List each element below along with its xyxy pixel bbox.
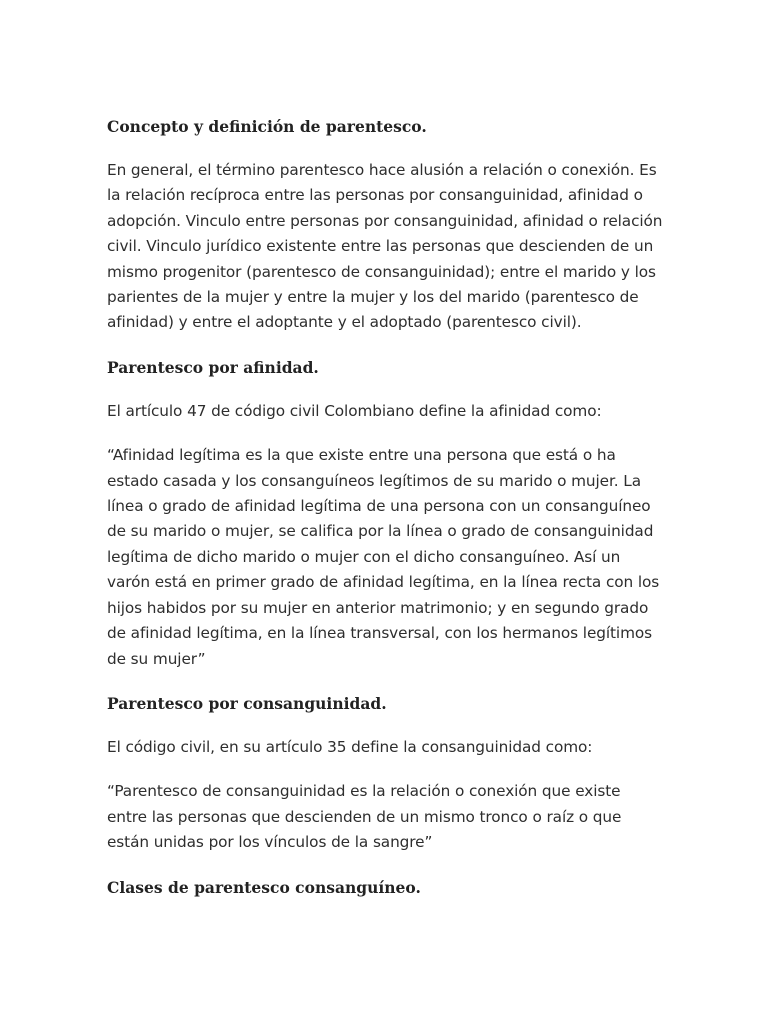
text-line: varón está en primer grado de afinidad legítima, en la línea recta con los (107, 573, 660, 592)
quote-paragraph (107, 779, 667, 855)
text-line: El código civil, en su artículo 35 define la consanguinidad como: (107, 737, 593, 756)
text-line: están unidas por los vínculos de la sangre” (107, 833, 433, 852)
section-heading: Parentesco por afinidad. (107, 357, 319, 377)
text-line: afinidad) y entre el adoptante y el adoptado (parentesco civil). (107, 313, 582, 332)
text-line: estado casada y los consanguíneos legítimos de su marido o mujer. La (107, 471, 641, 490)
text-line: de su marido o mujer, se califica por la línea o grado de consanguinidad (107, 522, 654, 541)
text-line: mismo progenitor (parentesco de consanguinidad); entre el marido y los (107, 262, 656, 281)
quote-paragraph (107, 443, 667, 672)
text-line: “Parentesco de consanguinidad es la relación o conexión que existe (107, 782, 621, 801)
section-concepto (107, 114, 667, 336)
text-line: entre las personas que descienden de un mismo tronco o raíz o que (107, 807, 622, 826)
paragraph (107, 399, 667, 424)
paragraph (107, 735, 667, 760)
text-line: de afinidad legítima, en la línea transversal, con los hermanos legítimos (107, 624, 653, 643)
section-heading: Concepto y definición de parentesco. (107, 117, 427, 136)
text-line: hijos habidos por su mujer en anterior matrimonio; y en segundo grado (107, 598, 649, 617)
text-line: parientes de la mujer y entre la mujer y los del marido (parentesco de (107, 288, 639, 307)
text-line: adopción. Vinculo entre personas por consanguinidad, afinidad o relación (107, 211, 663, 230)
section-clases (107, 875, 667, 900)
document-page (107, 114, 667, 919)
text-line: legítima de dicho marido o mujer con el dicho consanguíneo. Así un (107, 547, 621, 566)
section-heading: Clases de parentesco consanguíneo. (107, 877, 421, 897)
section-consanguinidad (107, 691, 667, 856)
text-line: línea o grado de afinidad legítima de una persona con un consanguíneo (107, 497, 651, 516)
section-heading: Parentesco por consanguinidad. (107, 693, 387, 713)
text-line: civil. Vinculo jurídico existente entre las personas que descienden de un (107, 237, 654, 256)
text-line: de su mujer” (107, 649, 206, 668)
paragraph (107, 158, 667, 336)
text-line: El artículo 47 de código civil Colombiano define la afinidad como: (107, 401, 602, 420)
text-line: “Afinidad legítima es la que existe entre una persona que está o ha (107, 446, 616, 465)
text-line: En general, el término parentesco hace alusión a relación o conexión. Es (107, 161, 657, 179)
section-afinidad (107, 355, 667, 672)
text-line: la relación recíproca entre las personas por consanguinidad, afinidad o (107, 186, 643, 205)
